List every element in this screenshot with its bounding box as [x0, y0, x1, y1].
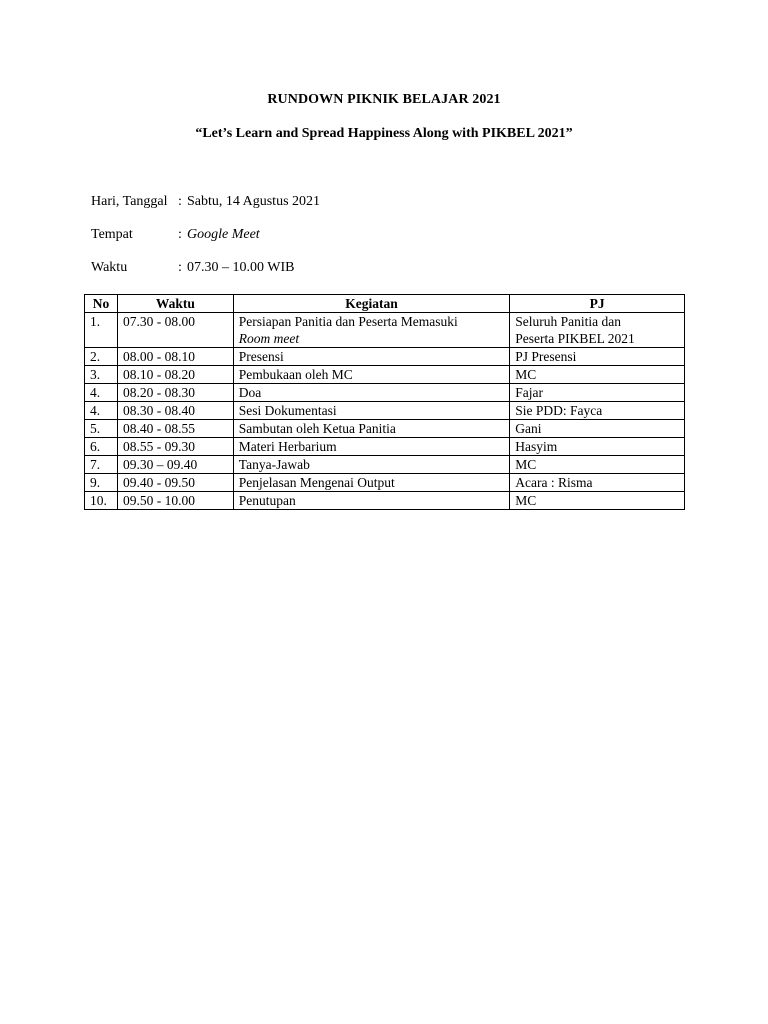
cell-kegiatan: Pembukaan oleh MC [233, 366, 509, 384]
table-row [85, 313, 685, 348]
table-row [85, 366, 685, 384]
cell-no: 2. [85, 348, 118, 366]
rundown-table [84, 294, 685, 510]
cell-pj: Acara : Risma [510, 474, 685, 492]
cell-no: 6. [85, 438, 118, 456]
cell-waktu: 09.40 - 09.50 [117, 474, 233, 492]
cell-no: 5. [85, 420, 118, 438]
cell-pj-line-2: Peserta PIKBEL 2021 [515, 331, 635, 346]
cell-waktu: 08.55 - 09.30 [117, 438, 233, 456]
cell-no: 9. [85, 474, 118, 492]
info-label-hari: Hari, Tanggal [91, 194, 168, 209]
info-value-tempat: Google Meet [187, 227, 260, 242]
cell-no: 4. [85, 402, 118, 420]
cell-kegiatan [233, 313, 509, 348]
cell-no: 4. [85, 384, 118, 402]
document-title: RUNDOWN PIKNIK BELAJAR 2021 [267, 92, 501, 107]
info-label-waktu: Waktu [91, 260, 128, 275]
cell-waktu: 08.00 - 08.10 [117, 348, 233, 366]
cell-pj: MC [510, 492, 685, 510]
table-header [85, 295, 685, 313]
cell-kegiatan: Sambutan oleh Ketua Panitia [233, 420, 509, 438]
info-value-waktu: 07.30 – 10.00 WIB [187, 260, 295, 275]
cell-kegiatan-italic-line: Room meet [238, 331, 300, 346]
info-row-waktu [91, 260, 294, 276]
header-kegiatan: Kegiatan [233, 295, 509, 313]
info-separator: : [178, 194, 182, 209]
cell-waktu: 09.30 – 09.40 [117, 456, 233, 474]
cell-kegiatan: Presensi [233, 348, 509, 366]
header-no: No [85, 295, 118, 313]
cell-waktu: 08.30 - 08.40 [117, 402, 233, 420]
cell-kegiatan: Tanya-Jawab [233, 456, 509, 474]
table-row [85, 384, 685, 402]
info-row-tempat [91, 227, 260, 243]
cell-no: 1. [85, 313, 118, 348]
table-row [85, 402, 685, 420]
cell-kegiatan: Penjelasan Mengenai Output [233, 474, 509, 492]
info-value-hari: Sabtu, 14 Agustus 2021 [187, 194, 321, 209]
cell-kegiatan: Sesi Dokumentasi [233, 402, 509, 420]
table-row [85, 438, 685, 456]
table-row [85, 456, 685, 474]
cell-pj: Fajar [510, 384, 685, 402]
cell-no: 10. [85, 492, 118, 510]
table-body [85, 313, 685, 510]
cell-waktu: 07.30 - 08.00 [117, 313, 233, 348]
cell-waktu: 08.10 - 08.20 [117, 366, 233, 384]
cell-pj: Sie PDD: Fayca [510, 402, 685, 420]
cell-kegiatan: Doa [233, 384, 509, 402]
cell-waktu: 08.20 - 08.30 [117, 384, 233, 402]
cell-kegiatan: Penutupan [233, 492, 509, 510]
cell-waktu: 08.40 - 08.55 [117, 420, 233, 438]
info-separator: : [178, 227, 182, 242]
cell-pj: PJ Presensi [510, 348, 685, 366]
cell-kegiatan-line: Persiapan Panitia dan Peserta Memasuki [238, 314, 458, 329]
table-row [85, 348, 685, 366]
table-row [85, 420, 685, 438]
cell-waktu: 09.50 - 10.00 [117, 492, 233, 510]
cell-no: 7. [85, 456, 118, 474]
header-waktu: Waktu [117, 295, 233, 313]
cell-no: 3. [85, 366, 118, 384]
cell-pj: MC [510, 366, 685, 384]
info-row-hari [91, 194, 320, 210]
cell-pj: MC [510, 456, 685, 474]
cell-pj-line: Seluruh Panitia dan [515, 314, 622, 329]
document-subtitle: “Let’s Learn and Spread Happiness Along with PIKBEL 2021” [195, 126, 573, 141]
cell-pj: Gani [510, 420, 685, 438]
cell-kegiatan: Materi Herbarium [233, 438, 509, 456]
table-row [85, 492, 685, 510]
info-label-tempat: Tempat [91, 227, 133, 242]
table-header-row [85, 295, 685, 313]
cell-pj: Hasyim [510, 438, 685, 456]
info-separator: : [178, 260, 182, 275]
header-pj: PJ [510, 295, 685, 313]
cell-pj [510, 313, 685, 348]
table-row [85, 474, 685, 492]
